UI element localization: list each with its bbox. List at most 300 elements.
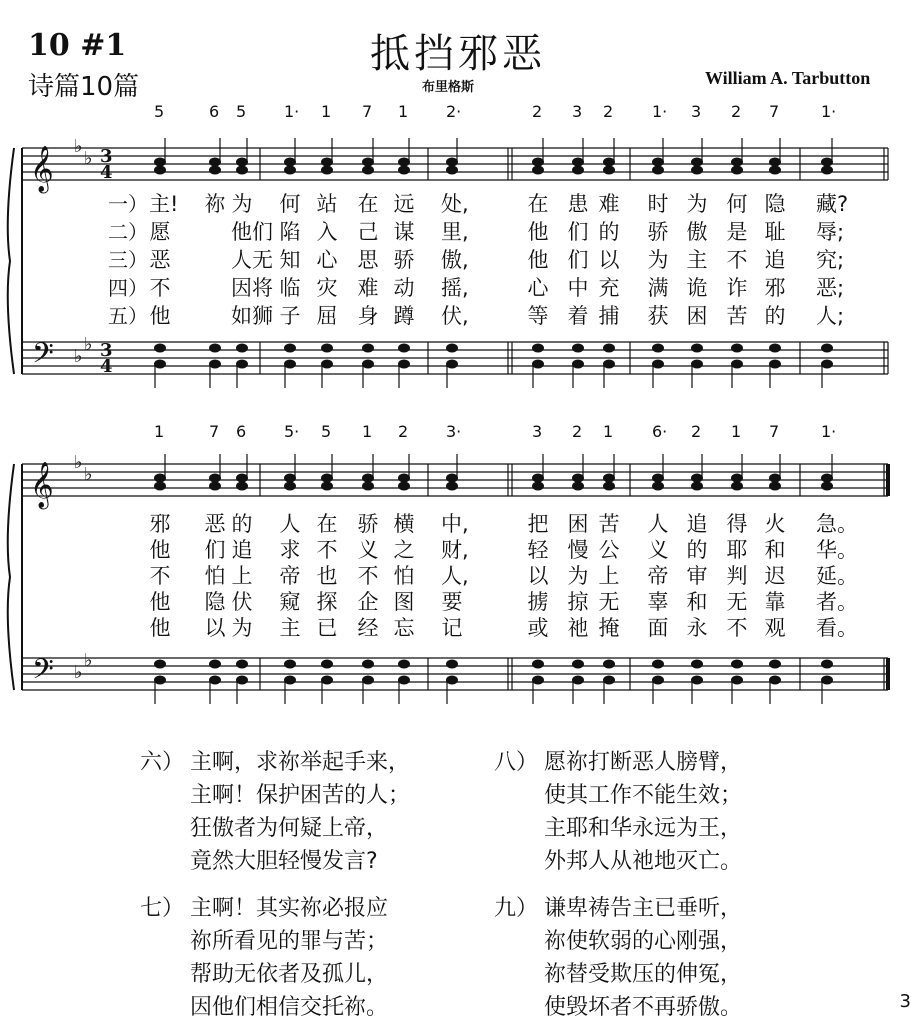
jianpu-note: 2·: [446, 102, 462, 121]
note-head: [285, 660, 296, 668]
note-head: [732, 482, 743, 490]
stanza-line: 外邦人从祂地灭亡。: [544, 849, 743, 874]
note-head: [653, 676, 664, 684]
lyric-syllable: 己: [357, 220, 379, 244]
lyric-syllable: 人: [279, 512, 301, 536]
note-head: [692, 660, 703, 668]
note-head: [533, 676, 544, 684]
note-head: [447, 158, 458, 166]
note-head: [155, 344, 166, 352]
note-head: [533, 360, 544, 368]
note-head: [653, 660, 664, 668]
lyric-syllable: 伏,: [441, 304, 469, 328]
verse-label: 一）: [108, 192, 148, 216]
lyric-syllable: 财,: [441, 538, 469, 562]
note-head: [770, 676, 781, 684]
lyric-syllable: 困: [686, 304, 708, 328]
lyric-syllable: 骄: [357, 512, 379, 536]
note-head: [210, 158, 221, 166]
lyric-syllable: 无: [598, 590, 620, 614]
lyric-syllable: 困: [567, 512, 589, 536]
lyric-syllable: 他们: [231, 220, 273, 244]
lyric-syllable: 为: [567, 564, 589, 588]
note-head: [732, 474, 743, 482]
time-signature: 4: [100, 356, 113, 377]
lyric-syllable: 傲,: [441, 248, 469, 272]
jianpu-note: 1: [321, 102, 332, 121]
lyric-syllable: 等: [527, 304, 549, 328]
stanza-number: 六）: [140, 750, 185, 775]
note-head: [653, 474, 664, 482]
lyric-syllable: 是: [726, 220, 748, 244]
jianpu-note: 2: [603, 102, 614, 121]
lyric-syllable: 以: [204, 616, 226, 640]
note-head: [770, 482, 781, 490]
note-head: [322, 474, 333, 482]
note-head: [653, 482, 664, 490]
stanza-8: [494, 746, 742, 878]
jianpu-note: 1·: [652, 102, 668, 121]
note-head: [447, 660, 458, 668]
lyric-syllable: 记: [441, 616, 463, 640]
lyric-syllable: 的: [598, 220, 620, 244]
flat-sign: ♭: [84, 650, 93, 671]
note-head: [285, 474, 296, 482]
lyric-syllable: 里,: [441, 220, 469, 244]
note-head: [399, 482, 410, 490]
stanza-7: [140, 892, 388, 1024]
lyric-syllable: 他: [527, 220, 549, 244]
note-head: [822, 482, 833, 490]
note-head: [770, 344, 781, 352]
lyric-syllable: 时: [647, 192, 669, 216]
note-head: [322, 360, 333, 368]
page-number: 3: [899, 991, 911, 1012]
note-head: [363, 474, 374, 482]
note-head: [533, 344, 544, 352]
jianpu-note: 3: [691, 102, 702, 121]
bass-clef: 𝄢: [32, 653, 54, 693]
lyric-syllable: 愿: [149, 220, 171, 244]
stanza-line: 竟然大胆轻慢发言?: [190, 849, 378, 874]
lyric-syllable: 看。: [816, 616, 858, 640]
note-head: [155, 482, 166, 490]
note-head: [210, 482, 221, 490]
lyric-syllable: 忘: [393, 616, 415, 640]
lyric-syllable: 主!: [149, 192, 179, 216]
jianpu-note: 5·: [284, 422, 300, 441]
lyric-syllable: 之: [393, 538, 415, 562]
note-head: [822, 474, 833, 482]
note-head: [210, 474, 221, 482]
lyric-syllable: 怕: [393, 564, 415, 588]
lyric-syllable: 因将: [231, 276, 273, 300]
note-head: [363, 360, 374, 368]
lyric-syllable: 获: [647, 304, 669, 328]
note-head: [653, 158, 664, 166]
note-head: [237, 158, 248, 166]
lyric-syllable: 不: [149, 276, 171, 300]
jianpu-note: 1·: [821, 102, 837, 121]
note-head: [604, 660, 615, 668]
stanza-9: [494, 892, 742, 1024]
note-head: [822, 158, 833, 166]
lyric-syllable: 探: [316, 590, 338, 614]
lyric-syllable: 子: [279, 304, 301, 328]
flat-sign: ♭: [74, 452, 83, 473]
lyric-syllable: 把: [527, 512, 549, 536]
lyric-syllable: 经: [357, 616, 379, 640]
note-head: [692, 676, 703, 684]
lyric-syllable: 患: [567, 192, 589, 216]
jianpu-note: 2: [731, 102, 742, 121]
hymn-number: 10 #1: [28, 28, 127, 63]
jianpu-note: 7: [769, 422, 780, 441]
note-head: [155, 360, 166, 368]
note-head: [155, 166, 166, 174]
note-head: [732, 660, 743, 668]
note-head: [770, 474, 781, 482]
lyric-syllable: 捕: [598, 304, 620, 328]
note-head: [822, 360, 833, 368]
stanza-line: 帮助无依者及孤儿，: [190, 962, 389, 987]
lyric-syllable: 隐: [204, 590, 226, 614]
lyric-syllable: 不: [316, 538, 338, 562]
stanza-line: 狂傲者为何疑上帝，: [190, 816, 389, 841]
note-head: [447, 474, 458, 482]
flat-sign: ♭: [84, 334, 93, 355]
lyric-syllable: 审: [686, 564, 708, 588]
lyric-syllable: 轻: [527, 538, 549, 562]
stanza-number: 九）: [494, 896, 539, 921]
lyric-syllable: 灾: [316, 276, 338, 300]
lyric-syllable: 在: [316, 512, 338, 536]
note-head: [573, 344, 584, 352]
note-head: [447, 344, 458, 352]
stanza-line: 谦卑祷告主已垂听，: [544, 896, 743, 921]
jianpu-note: 7: [209, 422, 220, 441]
lyric-syllable: 中,: [441, 512, 469, 536]
jianpu-note: 2: [398, 422, 409, 441]
note-head: [399, 660, 410, 668]
brace: [8, 464, 14, 690]
flat-sign: ♭: [84, 464, 93, 485]
lyric-syllable: 以: [598, 248, 620, 272]
lyric-syllable: 他: [149, 538, 171, 562]
lyric-syllable: 思: [357, 248, 379, 272]
lyric-syllable: 要: [441, 590, 463, 614]
lyric-syllable: 以: [527, 564, 549, 588]
note-head: [533, 166, 544, 174]
lyric-syllable: 辜: [647, 590, 669, 614]
lyric-syllable: 的: [764, 304, 786, 328]
stanza-number: 七）: [140, 896, 185, 921]
note-head: [604, 482, 615, 490]
lyric-syllable: 为: [231, 192, 253, 216]
stanza-line: 主啊，求祢举起手来，: [190, 750, 411, 775]
lyric-syllable: 判: [726, 564, 748, 588]
clefs: [30, 136, 113, 693]
flat-sign: ♭: [84, 148, 93, 169]
jianpu-note: 1: [362, 422, 373, 441]
lyric-syllable: 辱;: [816, 220, 845, 244]
stanza-number: 八）: [494, 750, 539, 775]
jianpu-note: 2: [691, 422, 702, 441]
lyric-syllable: 主: [279, 616, 301, 640]
lyric-syllable: 他: [527, 248, 549, 272]
note-head: [237, 676, 248, 684]
lyric-syllable: 上: [598, 564, 620, 588]
note-head: [399, 360, 410, 368]
note-head: [322, 676, 333, 684]
lyric-syllable: 怕: [204, 564, 226, 588]
note-head: [285, 482, 296, 490]
lyric-syllable: 陷: [279, 220, 301, 244]
note-head: [653, 166, 664, 174]
stanza-6: [140, 746, 410, 878]
note-head: [770, 660, 781, 668]
lyric-syllable: 着: [567, 304, 589, 328]
lyric-syllable: 义: [647, 538, 669, 562]
lyric-syllable: 远: [393, 192, 415, 216]
lyric-syllable: 得: [726, 512, 748, 536]
lyric-syllable: 如狮: [231, 304, 273, 328]
lyric-syllable: 图: [393, 590, 415, 614]
lyric-syllable: 难: [357, 276, 379, 300]
jianpu-note: 6: [209, 102, 220, 121]
lyric-syllable: 和: [686, 590, 708, 614]
stanza-line: 祢替受欺压的伸冤，: [544, 962, 743, 987]
author-name: William A. Tarbutton: [705, 68, 871, 88]
lyric-syllable: 难: [598, 192, 620, 216]
lyric-syllable: 永: [686, 616, 708, 640]
note-head: [322, 344, 333, 352]
note-head: [399, 344, 410, 352]
note-head: [732, 158, 743, 166]
lyric-syllable: 和: [764, 538, 786, 562]
note-head: [399, 676, 410, 684]
lyric-syllable: 伏: [231, 590, 253, 614]
bass-clef: 𝄢: [32, 337, 54, 377]
jianpu-note: 2: [532, 102, 543, 121]
jianpu-note: 7: [769, 102, 780, 121]
lyric-syllable: 观: [764, 616, 786, 640]
note-head: [363, 482, 374, 490]
lyric-syllable: 人: [647, 512, 669, 536]
lyric-syllable: 苦: [598, 512, 620, 536]
time-signature: 4: [100, 162, 113, 183]
lyric-syllable: 公: [598, 538, 620, 562]
note-head: [573, 676, 584, 684]
lyric-syllable: 帝: [279, 564, 301, 588]
note-head: [573, 474, 584, 482]
lyric-syllable: 祂: [567, 616, 589, 640]
lyric-syllable: 们: [567, 248, 589, 272]
lyric-syllable: 不: [357, 564, 379, 588]
lyric-syllable: 屈: [316, 304, 338, 328]
note-head: [322, 660, 333, 668]
note-head: [447, 166, 458, 174]
lyric-syllable: 充: [598, 276, 620, 300]
note-head: [573, 158, 584, 166]
lyric-syllable: 入: [316, 220, 338, 244]
lyric-syllable: 藏?: [816, 192, 849, 216]
note-head: [237, 166, 248, 174]
verse-label: 五）: [108, 304, 148, 328]
note-head: [155, 158, 166, 166]
note-head: [573, 360, 584, 368]
note-head: [732, 676, 743, 684]
note-head: [210, 360, 221, 368]
psalm-reference: 诗篇10篇: [28, 72, 140, 102]
lyric-syllable: 们: [204, 538, 226, 562]
lyric-syllable: 人无: [231, 248, 273, 272]
lyric-syllable: 他: [149, 304, 171, 328]
note-head: [322, 482, 333, 490]
note-head: [604, 676, 615, 684]
lyric-syllable: 火: [764, 512, 786, 536]
lyric-syllable: 处,: [441, 192, 469, 216]
lyric-syllable: 恶;: [816, 276, 845, 300]
lyric-syllable: 耶: [726, 538, 748, 562]
lyric-syllable: 祢: [204, 192, 226, 216]
lyric-syllable: 慢: [567, 538, 589, 562]
note-head: [692, 166, 703, 174]
stanza-line: 主耶和华永远为王，: [544, 816, 743, 841]
jianpu-note: 7: [362, 102, 373, 121]
jianpu-note: 2: [572, 422, 583, 441]
note-head: [604, 360, 615, 368]
note-head: [285, 158, 296, 166]
lyric-syllable: 人;: [816, 304, 845, 328]
treble-clef: 𝄞: [30, 146, 54, 192]
note-head: [604, 166, 615, 174]
verse-label: 三）: [108, 248, 148, 272]
note-head: [447, 360, 458, 368]
jianpu-note: 5: [154, 102, 165, 121]
stanza-line: 祢所看见的罪与苦；: [190, 929, 389, 954]
hymn-title: 抵挡邪恶: [370, 31, 546, 77]
note-head: [573, 166, 584, 174]
note-head: [822, 166, 833, 174]
jianpu-note: 3: [572, 102, 583, 121]
note-head: [732, 166, 743, 174]
jianpu-note: 5: [321, 422, 332, 441]
note-head: [604, 344, 615, 352]
note-head: [285, 344, 296, 352]
note-head: [237, 344, 248, 352]
note-head: [237, 660, 248, 668]
note-head: [822, 344, 833, 352]
lyric-syllable: 站: [316, 192, 338, 216]
note-head: [285, 360, 296, 368]
lyric-syllable: 无: [726, 590, 748, 614]
note-head: [237, 482, 248, 490]
note-head: [653, 344, 664, 352]
note-head: [155, 676, 166, 684]
note-head: [399, 474, 410, 482]
lyric-syllable: 窥: [279, 590, 301, 614]
lyric-syllable: 满: [647, 276, 669, 300]
lyric-syllable: 苦: [726, 304, 748, 328]
lyric-syllable: 华。: [816, 538, 858, 562]
lyric-syllable: 已: [316, 616, 338, 640]
lyric-syllable: 上: [231, 564, 253, 588]
note-head: [237, 474, 248, 482]
lyric-syllable: 诈: [726, 276, 748, 300]
lyric-syllable: 究;: [816, 248, 845, 272]
lyric-syllable: 者。: [816, 590, 858, 614]
lyric-syllable: 心: [527, 276, 549, 300]
lyric-syllable: 邪: [764, 276, 786, 300]
note-head: [210, 676, 221, 684]
note-head: [732, 344, 743, 352]
lyric-syllable: 不: [726, 616, 748, 640]
lyric-syllable: 中: [567, 276, 589, 300]
jianpu-note: 1: [603, 422, 614, 441]
jianpu-note: 1: [731, 422, 742, 441]
jianpu-note: 6·: [652, 422, 668, 441]
verse-label: 四）: [108, 276, 148, 300]
flat-sign: ♭: [74, 346, 83, 367]
lyric-syllable: 摇,: [441, 276, 469, 300]
lyric-syllable: 不: [726, 248, 748, 272]
stanza-line: 祢使软弱的心刚强，: [544, 929, 743, 954]
note-head: [573, 660, 584, 668]
note-head: [692, 344, 703, 352]
lyric-syllable: 掠: [567, 590, 589, 614]
lyric-syllable: 隐: [764, 192, 786, 216]
lyric-syllable: 诡: [686, 276, 708, 300]
lyric-syllable: 为: [647, 248, 669, 272]
lyric-syllable: 蹲: [393, 304, 415, 328]
lyric-syllable: 耻: [764, 220, 786, 244]
lyric-syllable: 企: [357, 590, 379, 614]
tune-name: 布里格斯: [422, 80, 475, 95]
note-head: [692, 474, 703, 482]
flat-sign: ♭: [74, 136, 83, 157]
note-head: [573, 482, 584, 490]
note-head: [692, 482, 703, 490]
lyric-syllable: 追: [764, 248, 786, 272]
lyric-syllable: 知: [279, 248, 301, 272]
lyric-syllable: 骄: [647, 220, 669, 244]
lyric-syllable: 掳: [527, 590, 549, 614]
jianpu-note: 3·: [446, 422, 462, 441]
lyric-syllable: 迟: [764, 564, 786, 588]
lyric-syllable: 他: [149, 616, 171, 640]
lyric-syllable: 临: [279, 276, 301, 300]
lyric-syllable: 帝: [647, 564, 669, 588]
stanza-line: 主啊！其实祢必报应: [190, 896, 389, 921]
note-head: [692, 158, 703, 166]
note-head: [210, 166, 221, 174]
note-head: [822, 660, 833, 668]
lyric-syllable: 谋: [393, 220, 415, 244]
note-head: [363, 660, 374, 668]
flat-sign: ♭: [74, 662, 83, 683]
note-head: [322, 158, 333, 166]
note-head: [363, 344, 374, 352]
jianpu-note: 3: [532, 422, 543, 441]
note-head: [604, 158, 615, 166]
time-signature: 3: [100, 340, 113, 361]
lyric-syllable: 傲: [686, 220, 708, 244]
note-head: [533, 158, 544, 166]
note-head: [732, 360, 743, 368]
note-head: [285, 166, 296, 174]
jianpu-note: 6: [236, 422, 247, 441]
